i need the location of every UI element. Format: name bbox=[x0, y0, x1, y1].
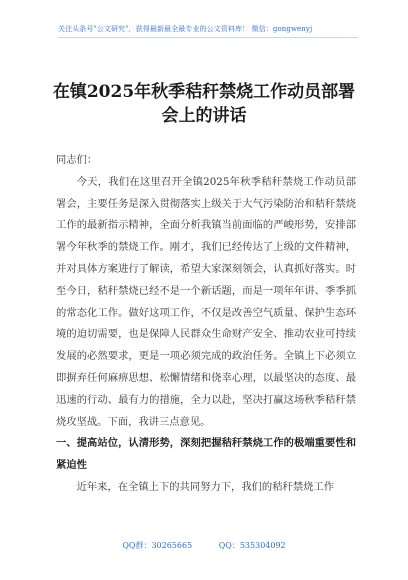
salutation: 同志们： bbox=[56, 154, 98, 166]
header-banner: 关注头条号"公文研究"，获得最新最全最专业的公文资料库！ 微信：gongwenyj bbox=[58, 25, 313, 33]
section-1-heading: 一、提高站位，认清形势，深刻把握秸秆禁烧工作的极端重要性和紧迫性 bbox=[56, 437, 356, 472]
title-line-2: 会上的讲话 bbox=[161, 106, 247, 126]
title-line-1: 在镇2025年秋季秸秆禁烧工作动员部署 bbox=[52, 82, 356, 102]
footer-contact bbox=[0, 540, 408, 551]
footer-qq-group: QQ群：30265665 bbox=[122, 541, 193, 550]
paragraph-2: 近年来，在全镇上下的共同努力下，我们的秸秆禁烧工作 bbox=[76, 480, 335, 493]
document-title bbox=[50, 80, 358, 128]
paragraph-1: 今天，我们在这里召开全镇2025年秋季秸秆禁烧工作动员部署会，主要任务是深入贯彻落实上级关于大气污染防治和秸秆禁烧工作的最新指示精神，全面分析我镇当前面临的严峻形势，安排部署今年秋季的禁烧工作。刚才，我们已经传达了上级的文件精神，并对具体方案进行了解读，希望大家深刻领会，认真抓好落实。时至今日，秸秆禁烧已经不是一个新话题，而是一项年年讲、季季抓的常态化工作。做好这项工作，不仅是改善空气质量、保护生态环境的迫切需要，也是保障人民群众生命财产安全、推动农业可持续发展的必然要求，更是一项必须完成的政治任务。全镇上下必须立即摒弃任何麻痹思想、松懈情绪和侥幸心理，以最坚决的态度、最迅速的行动、最有力的措施，全力以赴，坚决打赢这场秋季秸秆禁烧攻坚战。下面，我讲三点意见。 bbox=[56, 175, 356, 428]
header-divider bbox=[58, 37, 358, 38]
document-body bbox=[56, 150, 356, 499]
footer-qq: QQ：535304092 bbox=[218, 541, 286, 550]
